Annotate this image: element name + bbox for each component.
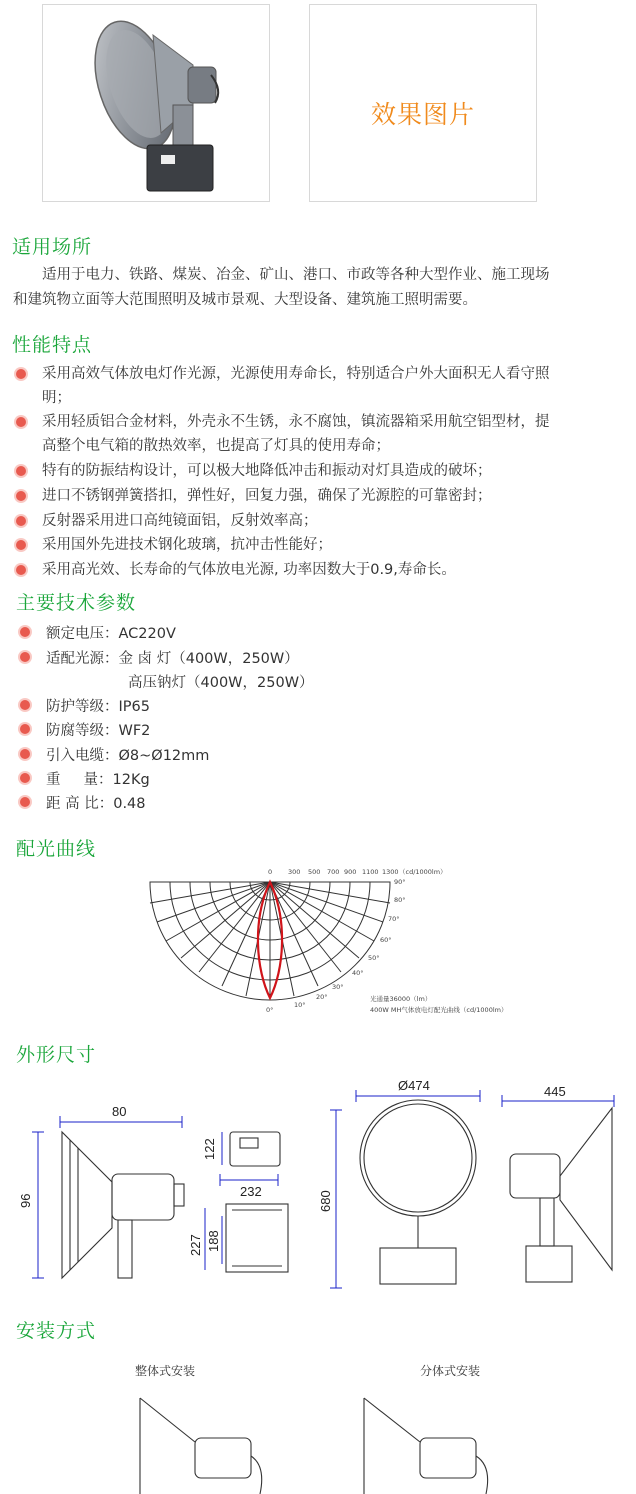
install-split-label: 分体式安装 <box>420 1364 481 1378</box>
scale-label: （cd/1000lm） <box>399 868 447 876</box>
dimension-drawing <box>0 1070 636 1300</box>
specs-title: 主要技术参数 <box>16 592 137 614</box>
dim-96: 96 <box>18 1193 33 1208</box>
dim-680: 680 <box>318 1190 333 1212</box>
feature-item-cont: 高整个电气箱的散热效率，也提高了灯具的使用寿命； <box>42 438 390 454</box>
feature-item: 特有的防振结构设计，可以极大地降低冲击和振动对灯具造成的破坏； <box>42 463 492 479</box>
effect-image-box <box>309 4 537 202</box>
dim-474: Ø474 <box>398 1078 430 1093</box>
polar-grid <box>150 882 390 1000</box>
feature-item: 采用高效气体放电灯作光源，光源使用寿命长，特别适合户外大面积无人看守照 <box>42 366 550 382</box>
usage-line-2: 和建筑物立面等大范围照明及城市景观、大型设备、建筑施工照明需要。 <box>13 292 477 308</box>
install-drawings <box>0 1390 636 1494</box>
spec-source-2: 高压钠灯（400W，250W） <box>128 675 314 691</box>
bullet-icon <box>16 369 26 379</box>
bullet-icon <box>20 627 30 637</box>
curve-note-2: 400W MH气体放电灯配光曲线（cd/1000lm） <box>370 1006 508 1014</box>
angle-label: 0° <box>266 1006 274 1014</box>
angle-label: 20° <box>316 993 328 1001</box>
spec-protection: 防护等级：IP65 <box>46 699 150 715</box>
bullet-icon <box>20 700 30 710</box>
angle-label: 10° <box>294 1001 306 1009</box>
effect-image-label: 效果图片 <box>370 100 475 129</box>
scale-label: 1300 <box>382 868 399 876</box>
spec-source: 适配光源：金 卤 灯（400W，250W） <box>46 651 299 667</box>
usage-title: 适用场所 <box>12 236 93 258</box>
bullet-icon <box>20 652 30 662</box>
scale-label: 900 <box>344 868 357 876</box>
bullet-icon <box>16 417 26 427</box>
angle-label: 30° <box>332 983 344 991</box>
install-integrated-label: 整体式安装 <box>135 1364 196 1378</box>
angle-label: 60° <box>380 936 392 944</box>
scale-label: 1100 <box>362 868 379 876</box>
bullet-icon <box>20 724 30 734</box>
dim-232: 232 <box>240 1184 262 1199</box>
scale-label: 300 <box>288 868 301 876</box>
angle-label: 40° <box>352 969 364 977</box>
dim-188: 188 <box>206 1230 221 1252</box>
bullet-icon <box>20 749 30 759</box>
scale-label: 0 <box>268 868 273 876</box>
dimensions-title: 外形尺寸 <box>16 1044 97 1066</box>
bullet-icon <box>16 565 26 575</box>
angle-label: 70° <box>388 915 400 923</box>
features-title: 性能特点 <box>12 334 93 356</box>
spec-weight: 重 量：12Kg <box>46 772 150 788</box>
spec-ratio: 距 高 比：0.48 <box>46 796 146 812</box>
curve-note-1: 光通量36000（lm） <box>370 995 432 1003</box>
product-photo-box <box>42 4 270 202</box>
scale-label: 700 <box>327 868 340 876</box>
feature-item: 采用轻质铝合金材料，外壳永不生锈，永不腐蚀，镇流器箱采用航空铝型材，提 <box>42 414 550 430</box>
feature-item: 反射器采用进口高纯镜面铝，反射效率高； <box>42 513 318 529</box>
install-title: 安装方式 <box>16 1320 97 1342</box>
bullet-icon <box>16 491 26 501</box>
dim-80: 80 <box>112 1104 127 1119</box>
angle-label: 90° <box>394 878 406 886</box>
spec-voltage: 额定电压：AC220V <box>46 626 176 642</box>
bullet-icon <box>20 797 30 807</box>
dim-227: 227 <box>188 1234 203 1256</box>
bullet-icon <box>16 540 26 550</box>
angle-label: 50° <box>368 954 380 962</box>
light-distribution-diagram <box>140 860 560 1020</box>
floodlight-photo <box>43 5 269 201</box>
feature-item: 进口不锈钢弹簧搭扣，弹性好，回复力强，确保了光源腔的可靠密封； <box>42 488 492 504</box>
bullet-icon <box>16 466 26 476</box>
spec-cable: 引入电缆：Ø8~Ø12mm <box>46 748 210 764</box>
dim-445: 445 <box>544 1084 566 1099</box>
feature-item-cont: 明； <box>42 390 71 406</box>
bullet-icon <box>16 516 26 526</box>
spec-corrosion: 防腐等级：WF2 <box>46 723 151 739</box>
feature-item: 采用高光效、长寿命的气体放电光源, 功率因数大于0.9,寿命长。 <box>42 562 456 578</box>
usage-line-1: 适用于电力、铁路、煤炭、冶金、矿山、港口、市政等各种大型作业、施工现场 <box>42 267 550 283</box>
bullet-icon <box>20 773 30 783</box>
scale-label: 500 <box>308 868 321 876</box>
dim-122: 122 <box>202 1138 217 1160</box>
angle-label: 80° <box>394 896 406 904</box>
curve-title: 配光曲线 <box>16 838 97 860</box>
feature-item: 采用国外先进技术钢化玻璃，抗冲击性能好； <box>42 537 332 553</box>
